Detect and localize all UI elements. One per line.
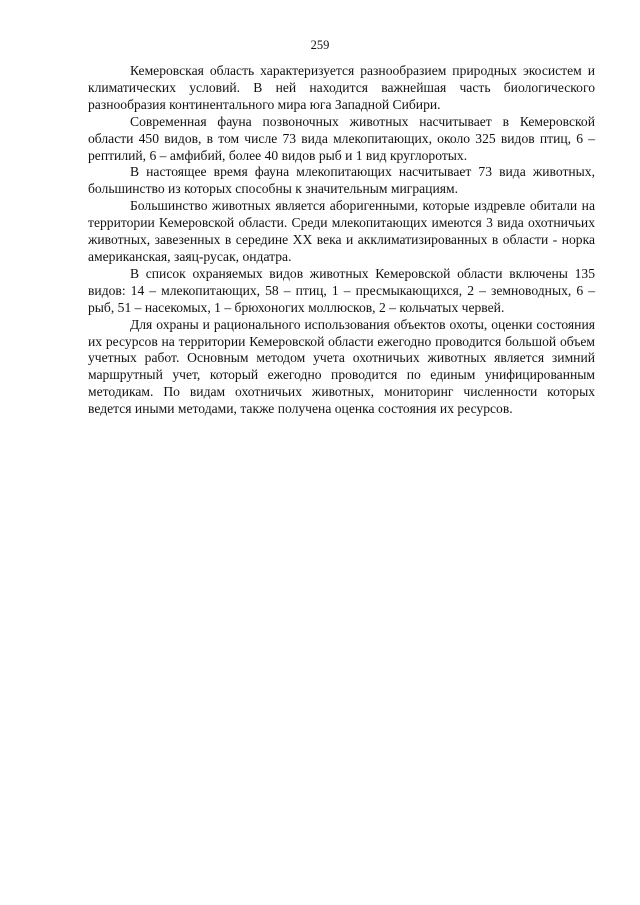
paragraph-ecosystems: Кемеровская область характеризуется разнообразием природных экосистем и климатических условий. В ней находится важнейшая часть биологического разнообразия континентального мира юга Западной Сибири. [88,63,595,112]
paragraph-mammal-fauna: В настоящее время фауна млекопитающих насчитывает 73 вида животных, большинство из которых способны к значительным миграциям. [88,164,595,197]
paragraph-vertebrate-fauna: Современная фауна позвоночных животных насчитывает в Кемеровской области 450 видов, в том числе 73 вида млекопитающих, около 325 видов птиц, 6 – рептилий, 6 – амфибий, более 40 видов рыб и 1 вид круглоротых. [88,113,595,163]
paragraph-hunting-monitoring: Для охраны и рационального использования объектов охоты, оценки состояния их ресурсов на территории Кемеровской области ежегодно проводится большой объем учетных работ. Основным методом учета охотничьих животных является зимний маршрутный учет, который ежегодно проводится по единым унифицированным методикам. По видам охотничьих животных, мониторинг численности которых ведется иными методами, также получена оценка состояния их ресурсов. [88,316,595,417]
paragraph-aboriginal-species: Большинство животных является аборигенными, которые издревле обитали на территории Кемеровской области. Среди млекопитающих имеются 3 вида охотничьих животных, завезенных в середине XX века и акклиматизированных в области - норка американская, заяц-русак, ондатра. [88,198,595,264]
page-number: 259 [310,38,330,52]
paragraph-protected-species: В список охраняемых видов животных Кемеровской области включены 135 видов: 14 – млекопитающих, 58 – птиц, 1 – пресмыкающихся, 2 – земноводных, 6 – рыб, 51 – насекомых, 1 – брюхоногих моллюсков, 2 – кольчатых червей. [88,265,595,315]
body-text [88,63,595,418]
